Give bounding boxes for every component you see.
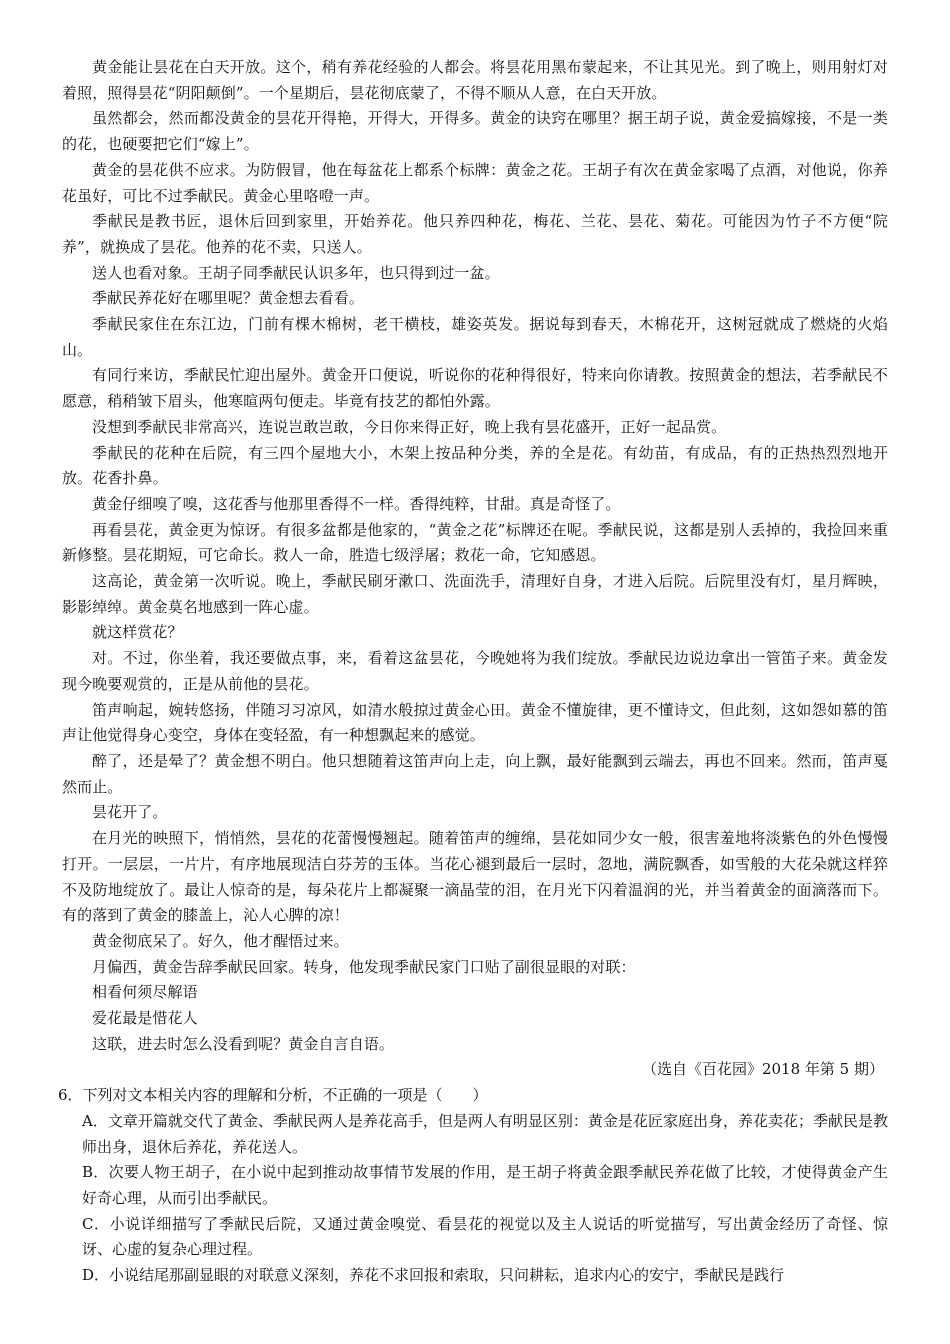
option-label: B．	[82, 1163, 109, 1182]
option-text: 文章开篇就交代了黄金、季献民两人是养花高手，但是两人有明显区别：黄金是花匠家庭出身，养花卖花；季献民是教师出身，退休后养花，养花送人。	[82, 1111, 888, 1156]
paragraph: 再看昙花，黄金更为惊讶。有很多盆都是他家的，“黄金之花”标牌还在呢。季献民说，这都是别人丢掉的，我捡回来重新修整。昙花期短，可它命长。救人一命，胜造七级浮屠；救花一命，它知感恩。	[62, 520, 888, 565]
paragraph: 季献民的花种在后院，有三四个屋地大小，木架上按品种分类，养的全是花。有幼苗，有成品，有的正热热烈烈地开放。花香扑鼻。	[62, 443, 888, 488]
couplet-line: 爱花最是惜花人	[92, 1009, 198, 1028]
option-label: D．	[82, 1266, 110, 1285]
paragraph: 季献民是教书匠，退休后回到家里，开始养花。他只养四种花，梅花、兰花、昙花、菊花。可能因为竹子不方便“院养”，就换成了昙花。他养的花不卖，只送人。	[62, 212, 888, 256]
story-text	[62, 55, 888, 1057]
paragraph: 就这样赏花？	[92, 623, 183, 642]
paragraph: 黄金的昙花供不应求。为防假冒，他在每盆花上都系个标牌：黄金之花。王胡子有次在黄金家喝了点酒，对他说，你养花虽好，可比不过季献民。黄金心里咯噔一声。	[62, 160, 888, 205]
paragraph: 这联，进去时怎么没看到呢？黄金自言自语。	[92, 1034, 395, 1053]
paragraph: 送人也看对象。王胡子同季献民认识多年，也只得到过一盆。	[92, 263, 500, 282]
paragraph: 有同行来访，季献民忙迎出屋外。黄金开口便说，听说你的花种得很好，特来向你请教。按照黄金的想法，若季献民不愿意，稍稍皱下眉头，他寒暄两句便走。毕竟有技艺的都怕外露。	[62, 366, 888, 411]
paragraph: 黄金彻底呆了。好久，他才醒悟过来。	[92, 931, 349, 950]
option-d	[62, 1263, 888, 1289]
option-text: 小说结尾那副显眼的对联意义深刻，养花不求回报和索取，只问耕耘，追求内心的安宁，季献民是践行	[109, 1266, 785, 1285]
paragraph: 醉了，还是晕了？黄金想不明白。他只想随着这笛声向上走，向上飘，最好能飘到云端去，再也不回来。然而，笛声戛然而止。	[62, 751, 888, 796]
source-citation: （选自《百花园》2018 年第 5 期）	[641, 1060, 884, 1079]
paragraph: 没想到季献民非常高兴，连说岂敢岂敢，今日你来得正好，晚上我有昙花盛开，正好一起品赏。	[92, 417, 727, 436]
option-label: A．	[82, 1111, 108, 1130]
option-text: 小说详细描写了季献民后院，又通过黄金嗅觉、看昙花的视觉以及主人说话的听觉描写，写出黄金经历了奇怪、惊讶、心虚的复杂心理过程。	[82, 1214, 888, 1259]
paragraph: 季献民养花好在哪里呢？黄金想去看看。	[92, 289, 364, 308]
paragraph: 昙花开了。	[92, 803, 168, 822]
paragraph: 虽然都会，然而都没黄金的昙花开得艳，开得大，开得多。黄金的诀窍在哪里？据王胡子说，黄金爱搞嫁接，不是一类的花，也硬要把它们“嫁上”。	[62, 109, 888, 154]
couplet-line: 相看何须尽解语	[92, 983, 198, 1002]
option-c	[62, 1212, 888, 1263]
option-text: 次要人物王胡子，在小说中起到推动故事情节发展的作用，是王胡子将黄金跟季献民养花做了比较，才使得黄金产生好奇心理，从而引出季献民。	[82, 1163, 888, 1207]
paragraph: 在月光的映照下，悄悄然，昙花的花蕾慢慢翘起。随着笛声的缠绵，昙花如同少女一般，很害羞地将淡紫色的外色慢慢打开。一层层，一片片，有序地展现洁白芬芳的玉体。当花心褪到最后一层时，忽地，满院飘香，如雪般的大花朵就这样猝不及防地绽放了。最让人惊奇的是，每朵花片上都凝聚一滴晶莹的泪，在月光下闪着温润的光，并当着黄金的面滴落而下。有的落到了黄金的膝盖上，沁人心脾的凉！	[62, 829, 888, 925]
paragraph: 笛声响起，婉转悠扬，伴随习习凉风，如清水般掠过黄金心田。黄金不懂旋律，更不懂诗文，但此刻，这如怨如慕的笛声让他觉得身心变空，身体在变轻盈，有一种想飘起来的感觉。	[62, 700, 888, 745]
paragraph: 月偏西，黄金告辞季献民回家。转身，他发现季献民家门口贴了副很显眼的对联：	[92, 957, 636, 976]
paragraph: 黄金能让昙花在白天开放。这个，稍有养花经验的人都会。将昙花用黑布蒙起来，不让其见光。到了晚上，则用射灯对着照，照得昙花“阴阳颠倒”。一个星期后，昙花彻底蒙了，不得不顺从人意，在白天开放。	[62, 58, 888, 102]
option-label: C．	[82, 1214, 110, 1233]
paragraph: 季献民家住在东江边，门前有棵木棉树，老干横枝，雄姿英发。据说每到春天，木棉花开，这树冠就成了燃烧的火焰山。	[62, 315, 888, 359]
option-a	[62, 1109, 888, 1160]
paragraph: 这高论，黄金第一次听说。晚上，季献民刷牙漱口、洗面洗手，清理好自身，才进入后院。后院里没有灯，星月辉映，影影绰绰。黄金莫名地感到一阵心虚。	[62, 572, 888, 616]
paragraph: 对。不过，你坐着，我还要做点事，来，看着这盆昙花，今晚她将为我们绽放。季献民边说边拿出一管笛子来。黄金发现今晚要观赏的，正是从前他的昙花。	[62, 649, 888, 693]
option-b	[62, 1160, 888, 1211]
paragraph: 黄金仔细嗅了嗅，这花香与他那里香得不一样。香得纯粹，甘甜。真是奇怪了。	[92, 494, 621, 513]
question-stem: 6．下列对文本相关内容的理解和分析，不正确的一项是（ ）	[58, 1086, 488, 1105]
question-6	[58, 1083, 888, 1289]
